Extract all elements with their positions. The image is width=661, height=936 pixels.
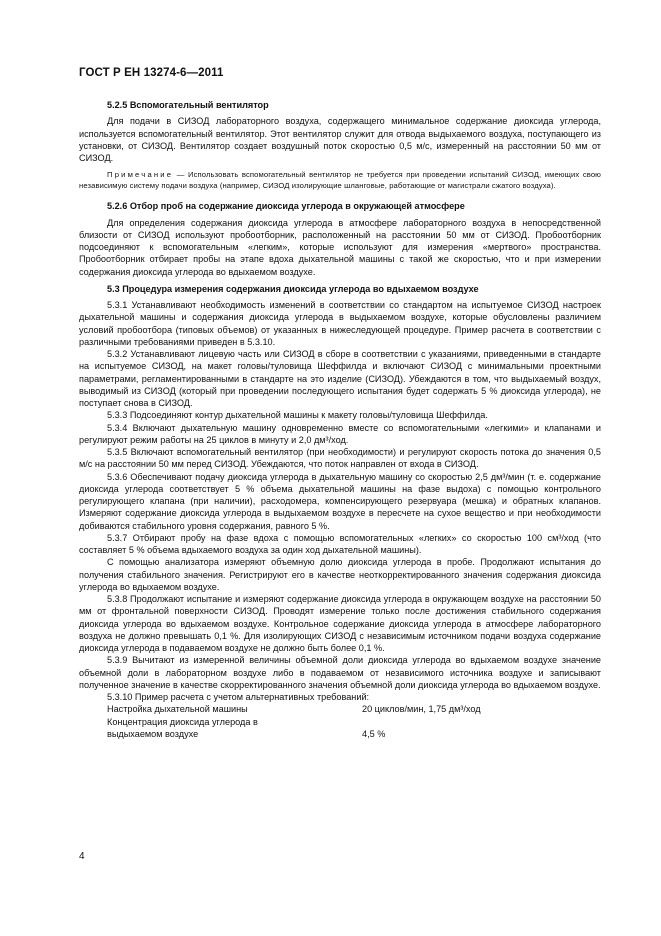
paragraph: Для определения содержания диоксида углерода в атмосфере лабораторного воздуха в непосредственной близости от СИЗОД используют пробоотборник, расположенный на расстоянии 50 мм от СИЗОД. Пробоотборник подсоединяют к вспомогательным «легким», которые используют для измерения «мертвого» пространства. Пробоотборник отбирает пробы на этапе вдоха дыхательной машины с такой же скоростью, что и при измерении содержания диоксида углерода во вдыхаемом воздухе.	[79, 217, 601, 277]
note	[79, 170, 601, 191]
paragraph-5-3-5: 5.3.5 Включают вспомогательный вентилятор (при необходимости) и регулируют скорость потока до значения 0,5 м/с на расстоянии 50 мм перед СИЗОД. Убеждаются, что поток направлен от входа в СИЗОД.	[79, 447, 601, 470]
example-row	[79, 728, 601, 740]
section-heading-5-2-6: 5.2.6 Отбор проб на содержание диоксида углерода в окружающей атмосфере	[107, 201, 465, 212]
example-value: 20 циклов/мин, 1,75 дм³/ход	[362, 704, 481, 715]
paragraph-5-3-2: 5.3.2 Устанавливают лицевую часть или СИЗОД в сборе в соответствии с указаниями, приведенными в стандарте на испытуемое СИЗОД, на макет головы/туловища Шеффилда и включают СИЗОД с минимальными проектными параметрами, регламентированными в стандарте на это изделие (СИЗОД). Убеждаются в том, что выдыхаемый воздух, выводимый из СИЗОД (который при проведении последующего испытания будет содержать 5 % диоксида углерода), не поступает снова в СИЗОД.	[79, 349, 601, 409]
example-row	[79, 703, 601, 715]
paragraph: Для подачи в СИЗОД лабораторного воздуха, содержащего минимальное содержание диоксида углерода, используется вспомогательный вентилятор. Этот вентилятор служит для отвода выдыхаемого воздуха, поступающего из установки, от СИЗОД. Вентилятор создает воздушный поток скоростью 0,5 м/с, измеренный на расстоянии 50 мм от СИЗОД.	[79, 116, 601, 163]
paragraph-5-3-1: 5.3.1 Устанавливают необходимость изменений в соответствии со стандартом на испытуемое СИЗОД настроек дыхательной машины и содержания диоксида углерода в выдыхаемом воздухе, которые обусловлены различием условий пробоотбора (типовых объемов) от указанных в нижеследующей процедуре. Пример расчета в соответствии с различными требованиями приведен в 5.3.10.	[79, 300, 601, 347]
section-heading-5-2-5: 5.2.5 Вспомогательный вентилятор	[107, 100, 269, 110]
note-text: — Использовать вспомогательный вентилятор не требуется при проведении испытаний СИЗОД, имеющих свою независимую систему подачи воздуха (например, СИЗОД изолирующие шланговые, работающие от магистрали сжатого воздуха).	[79, 170, 601, 190]
paragraph-5-3-3: 5.3.3 Подсоединяют контур дыхательной машины к макету головы/туловища Шеффилда.	[107, 410, 488, 421]
page-body	[79, 99, 601, 740]
paragraph-5-3-7-continued: С помощью анализатора измеряют объемную долю диоксида углерода в пробе. Продолжают испытания до получения стабильного значения. Регистрируют его в качестве неоткорректированного значения содержания диоксида углерода во вдыхаемом воздухе.	[79, 557, 601, 592]
paragraph-5-3-9: 5.3.9 Вычитают из измеренной величины объемной доли диоксида углерода во вдыхаемом воздухе значение объемной доли в лабораторном воздухе либо в подаваемом от независимого источника воздухе и записывают полученное значение в качестве скорректированного значения объемной доли диоксида углерода во вдыхаемом воздухе.	[79, 655, 601, 690]
example-label: выдыхаемом воздухе	[107, 728, 199, 739]
document-header: ГОСТ Р ЕН 13274-6—2011	[79, 67, 224, 79]
example-value: 4,5 %	[362, 728, 386, 739]
example-label: Настройка дыхательной машины	[107, 704, 248, 715]
example-row	[79, 716, 601, 728]
paragraph-5-3-6: 5.3.6 Обеспечивают подачу диоксида углерода в дыхательную машину со скоростью 2,5 дм³/мин (т. е. содержание диоксида углерода соответствует 5 % объема дыхательной машины на фазе выдоха) с помощью контрольного регулирующего клапана (при наличии), расходомера, компенсирующего резервуара (мешка) и обратных клапанов. Измеряют содержание диоксида углерода в выдыхаемом воздухе в пересчете на сухое вещество и при необходимости добиваются стабильного уровня содержания, равного 5 %.	[79, 471, 601, 531]
paragraph-5-3-7: 5.3.7 Отбирают пробу на фазе вдоха с помощью вспомогательных «легких» со скоростью 100 см³/ход (что составляет 5 % объема вдыхаемого воздуха за один ход дыхательной машины).	[79, 532, 601, 556]
note-label: Примечание	[107, 170, 174, 180]
example-label: Концентрация диоксида углерода в	[107, 716, 258, 727]
paragraph-5-3-4: 5.3.4 Включают дыхательную машину одновременно вместе со вспомогательными «легкими» и клапанами и регулируют режим работы на 25 циклов в минуту и 2,0 дм³/ход.	[79, 422, 601, 445]
paragraph-5-3-8: 5.3.8 Продолжают испытание и измеряют содержание диоксида углерода в окружающем воздухе на расстоянии 50 мм от фронтальной поверхности СИЗОД. Проводят измерение только после достижения стабильного содержания диоксида углерода во вдыхаемом воздухе. Контрольное содержание диоксида углерода в атмосфере лабораторного воздуха не должно превышать 0,1 %. Для изолирующих СИЗОД с независимым источником подачи воздуха содержание диоксида углерода в подаваемом воздухе не должно быть более 0,1 %.	[79, 594, 601, 654]
page-number: 4	[79, 851, 85, 862]
section-heading-5-3: 5.3 Процедура измерения содержания диоксида углерода во вдыхаемом воздухе	[107, 283, 479, 294]
paragraph-5-3-10: 5.3.10 Пример расчета с учетом альтернативных требований:	[107, 692, 370, 703]
